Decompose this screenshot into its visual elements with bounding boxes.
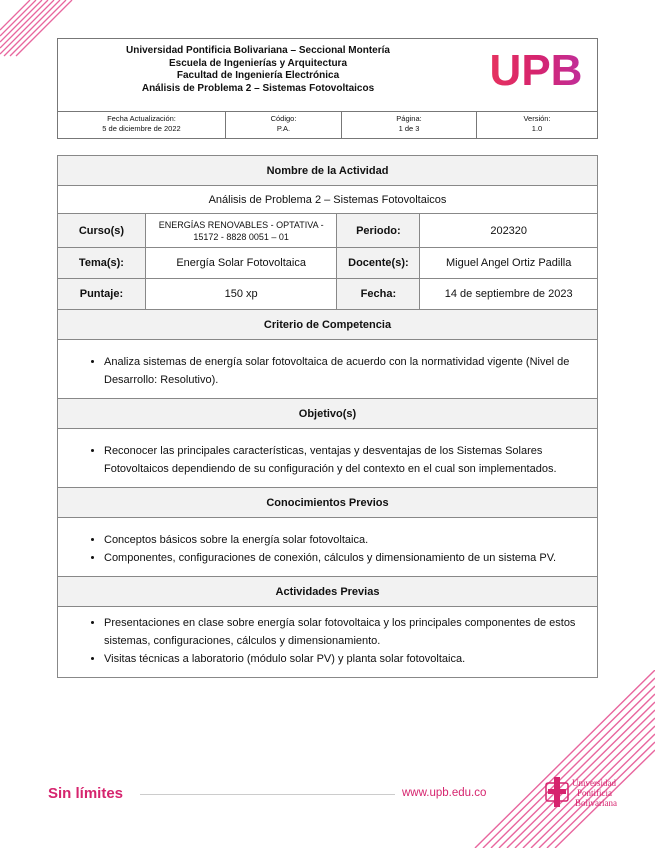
curso-label: Curso(s)	[58, 214, 146, 248]
header-top	[58, 39, 597, 112]
meta-code	[226, 111, 342, 138]
upb-logo	[480, 49, 592, 91]
competencia-header: Criterio de Competencia	[58, 310, 598, 340]
meta-value: 1 de 3	[398, 124, 420, 133]
puntaje-value: 150 xp	[145, 279, 337, 310]
curso-value	[145, 214, 337, 248]
curso-line: ENERGÍAS RENOVABLES - OPTATIVA -	[158, 219, 324, 230]
docente-value: Miguel Angel Ortiz Padilla	[420, 248, 598, 279]
objetivo-header: Objetivo(s)	[58, 399, 598, 429]
competencia-list	[80, 353, 579, 389]
meta-label: Fecha Actualización:	[107, 114, 176, 123]
meta-label: Código:	[270, 114, 297, 123]
bottom-right-stripes-decoration	[420, 670, 655, 848]
meta-page	[342, 111, 477, 138]
actividades-list	[80, 614, 579, 668]
meta-label: Versión:	[523, 114, 551, 123]
meta-value: P.A.	[276, 124, 291, 133]
faculty-name: Facultad de Ingeniería Electrónica	[176, 70, 340, 81]
conocimientos-list	[80, 531, 579, 567]
list-item: • Presentaciones en clase sobre energía solar fotovoltaica y los principales componentes de estos sistemas, configuraciones, cálculos y dimensionamiento.	[104, 614, 579, 650]
curso-line: 15172 - 8828 0051 – 01	[193, 231, 289, 242]
objetivo-list	[80, 442, 579, 478]
activity-name: Análisis de Problema 2 – Sistemas Fotovoltaicos	[58, 186, 598, 214]
list-item: • Visitas técnicas a laboratorio (módulo solar PV) y planta solar fotovoltaica.	[104, 650, 579, 668]
upb-seal-logo	[540, 773, 630, 813]
document-title: Análisis de Problema 2 – Sistemas Fotovoltaicos	[141, 82, 375, 94]
footer-url-link[interactable]: www.upb.edu.co	[402, 787, 487, 799]
seal-line-1: Universidad	[572, 778, 616, 788]
meta-label: Página:	[396, 114, 422, 123]
competencia-content	[58, 340, 598, 399]
list-item: • Componentes, configuraciones de conexión, cálculos y dimensionamiento de un sistema PV.	[104, 549, 579, 567]
objetivo-content	[58, 429, 598, 488]
conocimientos-header: Conocimientos Previos	[58, 488, 598, 518]
footer-slogan: Sin límites	[48, 785, 124, 802]
periodo-label: Periodo:	[337, 214, 420, 248]
list-item: • Analiza sistemas de energía solar fotovoltaica de acuerdo con la normatividad vigente (Nivel de Desarrollo: Resolutivo).	[104, 353, 579, 389]
activity-table	[57, 155, 598, 678]
header-title-block	[58, 45, 458, 95]
activity-name-header: Nombre de la Actividad	[58, 156, 598, 186]
meta-version	[477, 111, 597, 138]
puntaje-label: Puntaje:	[58, 279, 146, 310]
meta-value: 1.0	[531, 124, 543, 133]
document-header	[57, 38, 598, 139]
list-item: • Reconocer las principales características, ventajas y desventajas de los Sistemas Solares Fotovoltaicos dependiendo de su configuración y del contexto en el cual son implementados.	[104, 442, 579, 478]
periodo-value: 202320	[420, 214, 598, 248]
seal-line-2: Pontificia	[577, 788, 612, 798]
actividades-content	[58, 607, 598, 678]
conocimientos-content	[58, 518, 598, 577]
fecha-label: Fecha:	[337, 279, 420, 310]
actividades-header: Actividades Previas	[58, 577, 598, 607]
tema-label: Tema(s):	[58, 248, 146, 279]
logo-text: UPB	[489, 49, 583, 91]
meta-updated	[58, 111, 226, 138]
university-name: Universidad Pontificia Bolivariana – Seccional Montería	[126, 45, 390, 56]
school-name: Escuela de Ingenierías y Arquitectura	[168, 57, 348, 69]
tema-value: Energía Solar Fotovoltaica	[145, 248, 337, 279]
list-item: • Conceptos básicos sobre la energía solar fotovoltaica.	[104, 531, 579, 549]
footer-divider	[140, 794, 395, 795]
meta-value: 5 de diciembre de 2022	[102, 124, 181, 133]
header-meta-row	[58, 111, 597, 138]
docente-label: Docente(s):	[337, 248, 420, 279]
fecha-value: 14 de septiembre de 2023	[420, 279, 598, 310]
seal-line-3: Bolivariana	[575, 798, 617, 808]
